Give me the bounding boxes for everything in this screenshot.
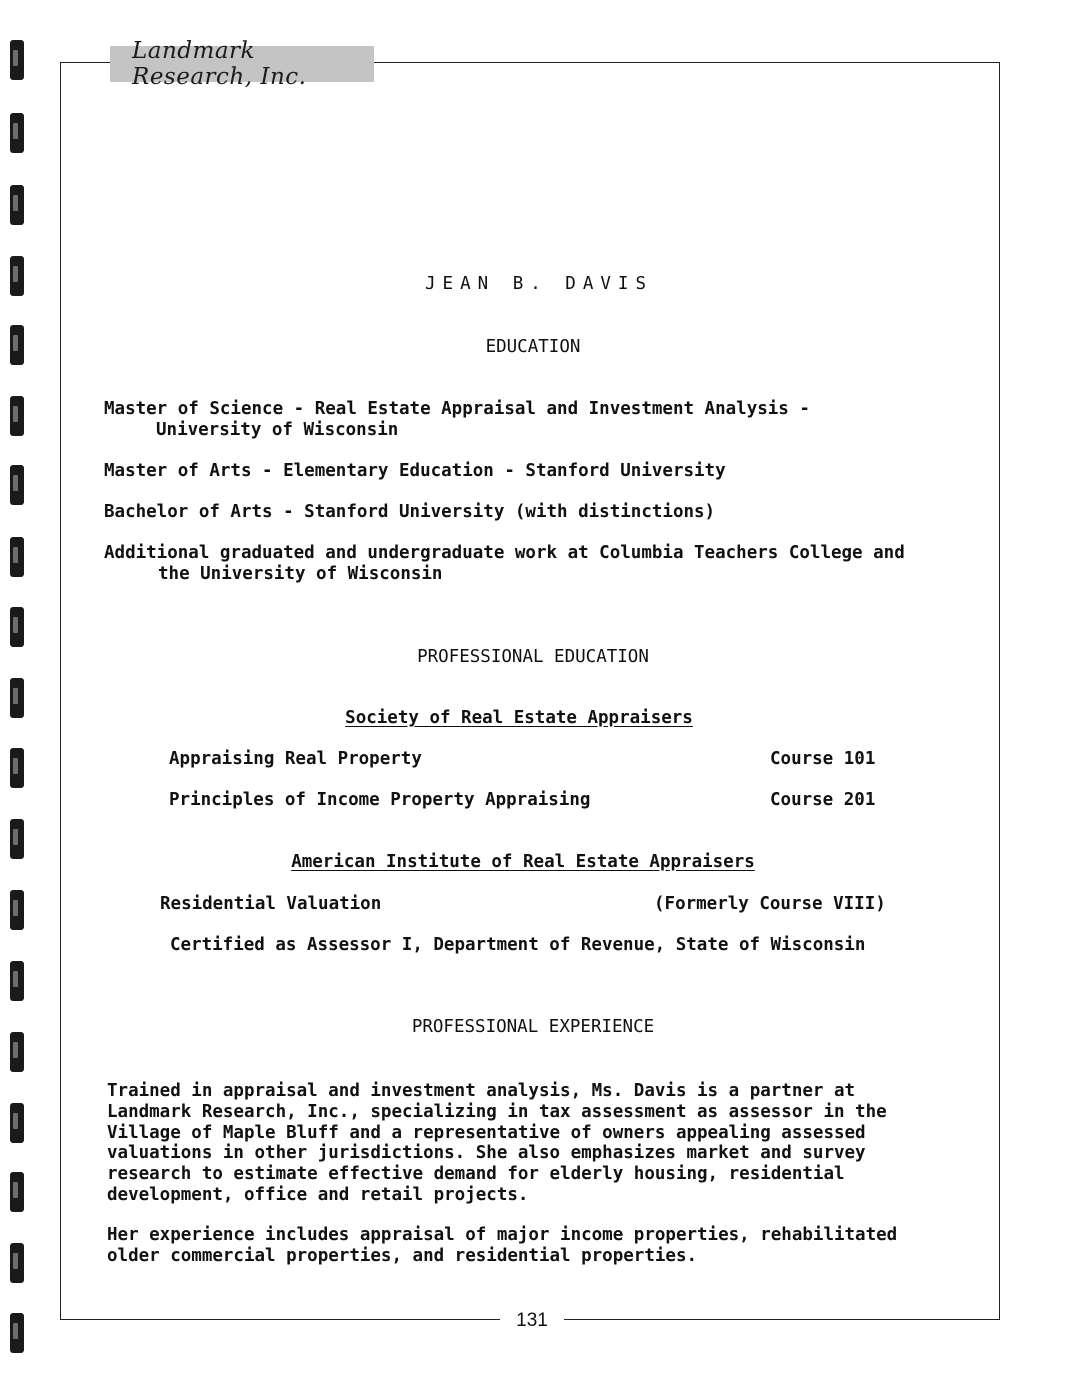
education-item-line: Master of Arts - Elementary Education - Stanford University [104,461,726,481]
binding-hole [10,113,24,153]
binding-hole [10,961,24,1001]
education-item-line: Master of Science - Real Estate Appraisal and Investment Analysis - [104,399,810,419]
course-note: (Formerly Course VIII) [654,894,886,914]
binding-hole [10,748,24,788]
binding-hole [10,537,24,577]
binding-hole [10,40,24,80]
binding-hole [10,465,24,505]
course-name: Residential Valuation [160,894,382,914]
experience-paragraph: Trained in appraisal and investment analysis, Ms. Davis is a partner at Landmark Research, Inc., specializing in tax assessment as assessor in the Village of Maple Bluff and a representative of owners appealing assessed valuations in other jurisdictions. She also emphasizes market and survey research to estimate effective demand for elderly housing, residential development, office and retail projects. [107,1081,887,1205]
society-title: Society of Real Estate Appraisers [345,708,693,728]
page-number: 131 [500,1307,564,1335]
binding-hole [10,1032,24,1072]
institute-title: American Institute of Real Estate Appraisers [291,852,755,872]
education-heading: EDUCATION [485,337,581,357]
binding-hole [10,890,24,930]
education-item-line: Additional graduated and undergraduate work at Columbia Teachers College and [104,543,905,563]
company-logo: Landmark Research, Inc. [110,46,374,82]
education-item-line: the University of Wisconsin [158,564,443,584]
course-name: Principles of Income Property Appraising [169,790,591,810]
binding-hole [10,1103,24,1143]
binding-hole [10,1313,24,1353]
binding-hole [10,1243,24,1283]
education-item-line: University of Wisconsin [156,420,399,440]
course-name: Appraising Real Property [169,749,422,769]
binding-hole [10,1172,24,1212]
binding-hole [10,185,24,225]
binding-hole [10,396,24,436]
professional-experience-heading: PROFESSIONAL EXPERIENCE [411,1017,655,1037]
experience-paragraph: Her experience includes appraisal of major income properties, rehabilitated older commercial properties, and residential properties. [107,1225,898,1266]
course-number: Course 201 [770,790,876,810]
education-item-line: Bachelor of Arts - Stanford University (with distinctions) [104,502,716,522]
course-number: Course 101 [770,749,876,769]
certification-line: Certified as Assessor I, Department of Revenue, State of Wisconsin [170,935,866,955]
person-name: JEAN B. DAVIS [425,274,653,294]
professional-education-heading: PROFESSIONAL EDUCATION [417,647,649,667]
binding-hole [10,607,24,647]
